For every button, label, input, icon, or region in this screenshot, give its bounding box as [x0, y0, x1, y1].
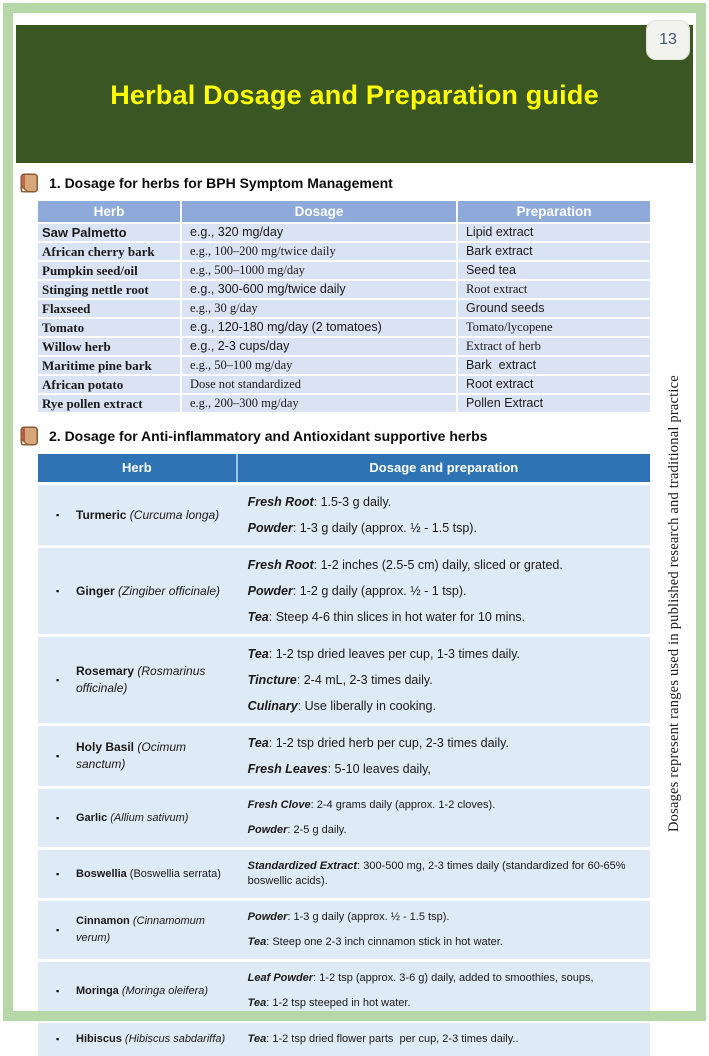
herb-cell: Rye pollen extract: [42, 396, 143, 411]
herb-common-name: Hibiscus: [76, 1033, 122, 1045]
herb-cell: [38, 726, 236, 786]
herb-cell: [38, 637, 236, 723]
dosage-line: [248, 698, 640, 714]
table-row: [38, 393, 650, 412]
dosage-preparation-cell: [236, 850, 650, 898]
dosage-line-text: : 1-2 g daily (approx. ½ - 1 tsp).: [292, 584, 467, 598]
dosage-line-text: : 1-3 g daily (approx. ½ - 1.5 tsp).: [287, 911, 450, 923]
dosage-line: [248, 996, 640, 1011]
dosage-line-lead: Tincture: [247, 673, 297, 687]
dosage-line-text: : 2-4 mL, 2-3 times daily.: [296, 673, 433, 687]
herb-common-name: Garlic: [76, 811, 108, 824]
bullet-icon: ▪: [56, 750, 60, 761]
section2-heading-label: 2. Dosage for Anti-inflammatory and Antioxidant supportive herbs: [49, 428, 488, 444]
herb-cell: Stinging nettle root: [42, 282, 149, 297]
table-row: [38, 298, 650, 317]
dosage-cell: e.g., 50–100 mg/day: [180, 357, 456, 374]
column-header: Dosage: [180, 201, 456, 222]
section1-heading: [18, 172, 693, 194]
dosage-line-text: : 1-2 tsp dried flower parts per cup, 2-3 times daily..: [266, 1033, 519, 1045]
bph-dosage-table: [38, 201, 650, 412]
herb-common-name: Moringa: [76, 984, 119, 997]
bullet-icon: ▪: [56, 868, 60, 879]
herb-common-name: Rosemary: [76, 664, 135, 678]
dosage-preparation-cell: [236, 637, 650, 723]
dosage-line: [248, 910, 640, 925]
preparation-cell: Lipid extract: [456, 224, 650, 241]
dosage-preparation-cell: [236, 1023, 650, 1056]
dosage-preparation-cell: [236, 485, 650, 545]
dosage-line-text: : 1-2 tsp (approx. 3-6 g) daily, added to smoothies, soups,: [313, 972, 594, 984]
dosage-cell: e.g., 200–300 mg/day: [180, 395, 456, 412]
bullet-icon: ▪: [56, 585, 60, 596]
herb-latin-name: (Curcuma longa): [126, 507, 220, 522]
bullet-icon: ▪: [56, 924, 60, 935]
table-row: [38, 317, 650, 336]
page-number-badge: [646, 20, 690, 60]
dosage-preparation-cell: [236, 789, 650, 847]
dosage-cell: e.g., 320 mg/day: [180, 224, 456, 241]
herb-name: [76, 983, 208, 1000]
dosage-line-lead: Powder: [247, 521, 293, 535]
dosage-line-text: : 1-2 tsp steeped in hot water.: [266, 997, 411, 1009]
dosage-cell: e.g., 500–1000 mg/day: [180, 262, 456, 279]
herb-name: [76, 507, 219, 524]
antiinflammatory-table-header: [38, 454, 650, 482]
herb-latin-name: (Ocimum sanctum): [76, 740, 187, 771]
dosage-line: [248, 735, 640, 751]
herb-cell: [38, 548, 236, 634]
bullet-icon: ▪: [56, 674, 60, 685]
herb-common-name: Boswellia: [76, 867, 127, 880]
dosage-line: [248, 494, 640, 510]
dosage-line-text: : 1-2 tsp dried herb per cup, 2-3 times daily.: [268, 736, 509, 750]
herb-cell: [38, 789, 236, 847]
herb-common-name: Ginger: [76, 583, 115, 598]
table-row: [38, 637, 650, 723]
table-row: [38, 850, 650, 898]
dosage-line-lead: Powder: [247, 911, 288, 923]
preparation-cell: Root extract: [456, 281, 650, 298]
dosage-line: [248, 761, 640, 777]
dosage-cell: Dose not standardized: [180, 376, 456, 393]
dosage-cell: e.g., 30 g/day: [180, 300, 456, 317]
dosage-line-text: : 2-4 grams daily (approx. 1-2 cloves).: [310, 799, 496, 811]
bullet-icon: ▪: [56, 1034, 60, 1044]
table-row: [38, 260, 650, 279]
dosage-line-lead: Culinary: [247, 699, 298, 713]
bullet-icon: ▪: [56, 812, 60, 823]
herb-latin-name: (Boswellia serrata): [126, 867, 221, 880]
dosage-line-lead: Powder: [247, 584, 293, 598]
preparation-cell: Tomato/lycopene: [456, 319, 650, 336]
herb-cell: Willow herb: [42, 339, 111, 354]
dosage-line-lead: Standardized Extract: [247, 860, 358, 872]
herb-cell: Flaxseed: [42, 301, 91, 316]
column-header: Dosage and preparation: [236, 454, 650, 482]
page-number: 13: [659, 31, 677, 48]
table-row: [38, 222, 650, 241]
notebook-icon: [18, 172, 40, 194]
dosage-line: [248, 520, 640, 536]
table-row: [38, 901, 650, 959]
dosage-line-text: : 1.5-3 g daily.: [313, 495, 392, 509]
dosage-line-text: : 300-500 mg, 2-3 times daily (standardized for 60-65% boswellic acids).: [247, 860, 629, 887]
herb-name: [76, 663, 228, 697]
dosage-line-text: : 2-5 g daily.: [287, 824, 347, 836]
dosage-line: [248, 798, 640, 813]
table-row: [38, 1023, 650, 1056]
dosage-cell: e.g., 120-180 mg/day (2 tomatoes): [180, 319, 456, 336]
herb-cell: [38, 901, 236, 959]
herb-latin-name: (Allium sativum): [107, 811, 189, 824]
herb-name: [76, 739, 228, 773]
herb-name: [76, 810, 188, 827]
dosage-cell: e.g., 300-600 mg/twice daily: [180, 281, 456, 298]
herb-name: [76, 866, 221, 883]
herb-cell: [38, 962, 236, 1020]
herb-cell: Maritime pine bark: [42, 358, 152, 373]
herb-name: [76, 583, 220, 600]
table-row: [38, 726, 650, 786]
dosage-line: [248, 823, 640, 838]
dosage-line: [248, 1032, 640, 1047]
bph-table-body: [38, 222, 650, 412]
dosage-line-lead: Fresh Clove: [247, 799, 311, 811]
title-banner: [16, 25, 693, 163]
table-row: [38, 962, 650, 1020]
herb-common-name: Turmeric: [76, 507, 127, 522]
herb-cell: [38, 485, 236, 545]
herb-cell: African cherry bark: [42, 244, 155, 259]
dosage-line: [248, 971, 640, 986]
table-row: [38, 485, 650, 545]
herb-latin-name: (Hibiscus sabdariffa): [121, 1033, 226, 1045]
preparation-cell: Ground seeds: [456, 300, 650, 317]
preparation-cell: Bark extract: [456, 243, 650, 260]
herb-cell: [38, 1023, 236, 1056]
dosage-line-lead: Tea: [247, 647, 269, 661]
dosage-line-lead: Tea: [247, 736, 269, 750]
bullet-icon: ▪: [56, 985, 60, 996]
herb-cell: African potato: [42, 377, 124, 392]
dosage-line-lead: Leaf Powder: [247, 972, 314, 984]
section1-heading-label: 1. Dosage for herbs for BPH Symptom Management: [49, 175, 393, 191]
preparation-cell: Bark extract: [456, 357, 650, 374]
herb-cell: Saw Palmetto: [42, 225, 127, 240]
preparation-cell: Extract of herb: [456, 338, 650, 355]
dosage-line-lead: Fresh Root: [247, 495, 314, 509]
preparation-cell: Seed tea: [456, 262, 650, 279]
herb-latin-name: (Zingiber officinale): [114, 583, 221, 598]
dosage-line-lead: Tea: [247, 1033, 267, 1045]
dosage-line-lead: Fresh Root: [247, 558, 314, 572]
dosage-line: [248, 935, 640, 950]
dosage-cell: e.g., 100–200 mg/twice daily: [180, 243, 456, 260]
notebook-icon: [18, 425, 40, 447]
antiinflammatory-table-body: [38, 485, 650, 1056]
table-row: [38, 279, 650, 298]
dosage-line-lead: Tea: [247, 997, 267, 1009]
herb-common-name: Holy Basil: [76, 740, 135, 754]
dosage-line: [248, 646, 640, 662]
herb-common-name: Cinnamon: [76, 915, 130, 927]
dosage-line: [248, 557, 640, 573]
dosage-cell: e.g., 2-3 cups/day: [180, 338, 456, 355]
table-row: [38, 548, 650, 634]
herb-latin-name: (Cinnamomum verum): [76, 915, 205, 944]
table-row: [38, 336, 650, 355]
herb-name: [76, 913, 228, 947]
dosage-line-lead: Powder: [247, 824, 288, 836]
bullet-icon: ▪: [56, 509, 60, 520]
dosage-preparation-cell: [236, 726, 650, 786]
antiinflammatory-dosage-table: [38, 454, 650, 1056]
herb-cell: Tomato: [42, 320, 85, 335]
dosage-line-text: : 5-10 leaves daily,: [327, 762, 431, 776]
dosage-preparation-cell: [236, 548, 650, 634]
herb-name: [76, 1031, 225, 1048]
dosage-line-text: : Use liberally in cooking.: [297, 699, 436, 713]
section2-heading: [18, 425, 693, 447]
dosage-line: [248, 859, 640, 889]
herb-latin-name: (Moringa oleifera): [118, 984, 209, 997]
dosage-preparation-cell: [236, 962, 650, 1020]
page-content: [16, 163, 693, 1056]
herb-cell: Pumpkin seed/oil: [42, 263, 138, 278]
dosage-line-text: : 1-3 g daily (approx. ½ - 1.5 tsp).: [292, 521, 477, 535]
table-row: [38, 241, 650, 260]
dosage-line-text: : Steep one 2-3 inch cinnamon stick in hot water.: [266, 936, 503, 948]
dosage-line: [248, 583, 640, 599]
table-row: [38, 355, 650, 374]
vertical-side-note: Dosages represent ranges used in published research and traditional practice: [666, 375, 682, 833]
dosage-line-lead: Tea: [247, 936, 267, 948]
dosage-line-lead: Tea: [247, 610, 269, 624]
column-header: Preparation: [456, 201, 650, 222]
herb-cell: [38, 850, 236, 898]
dosage-line-text: : 1-2 tsp dried leaves per cup, 1-3 times daily.: [268, 647, 521, 661]
column-header: Herb: [93, 204, 125, 219]
preparation-cell: Root extract: [456, 376, 650, 393]
dosage-line: [248, 672, 640, 688]
table-row: [38, 789, 650, 847]
dosage-line: [248, 609, 640, 625]
herb-latin-name: (Rosmarinus officinale): [76, 664, 206, 695]
column-header: Herb: [122, 460, 152, 475]
dosage-line-text: : Steep 4-6 thin slices in hot water for 10 mins.: [268, 610, 526, 624]
page-title: Herbal Dosage and Preparation guide: [110, 80, 599, 110]
dosage-line-text: : 1-2 inches (2.5-5 cm) daily, sliced or grated.: [313, 558, 563, 572]
preparation-cell: Pollen Extract: [456, 395, 650, 412]
bph-table-header: [38, 201, 650, 222]
dosage-preparation-cell: [236, 901, 650, 959]
table-row: [38, 374, 650, 393]
dosage-line-lead: Fresh Leaves: [247, 762, 328, 776]
